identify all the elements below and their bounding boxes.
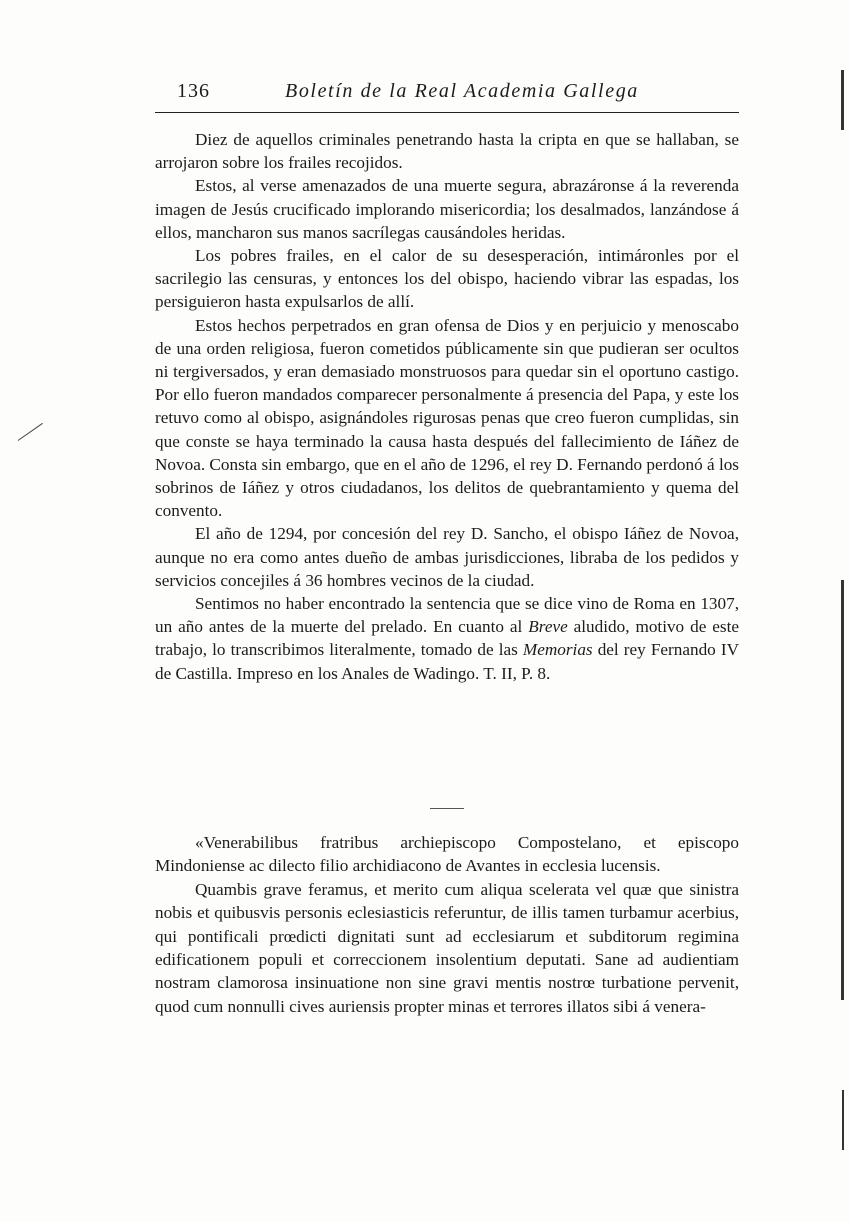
running-title: Boletín de la Real Academia Gallega [285, 80, 639, 102]
paragraph: Diez de aquellos criminales penetrando hasta la cripta en que se hallaban, se arrojaron sobre los frailes recojidos. [155, 130, 739, 173]
running-header [155, 80, 739, 110]
paragraph: Los pobres frailes, en el calor de su desesperación, intimáronles por el sacrilegio las censuras, y entonces los del obispo, haciendo vibrar las espadas, los persiguieron hasta expulsarlos de allí. [155, 246, 739, 312]
scan-edge-artifact [841, 70, 844, 130]
latin-paragraph: «Venerabilibus fratribus archiepiscopo Compostelano, et episcopo Mindoniense ac dilecto filio archidiacono de Avantes in ecclesia lucensis. [155, 833, 739, 876]
latin-document [155, 831, 739, 1018]
italic-breve: Breve [528, 617, 568, 637]
text-run: del rey Fernando IV de Castilla. Impreso en los Anales de Wadingo. T. II, P. 8. [155, 640, 740, 683]
paragraph: Estos, al verse amenazados de una muerte segura, abrazáronse á la reverenda imagen de Jesús crucificado implorando misericordia; los desalmados, lanzándose á ellos, mancharon sus manos sacrílegas causándoles heridas. [155, 176, 739, 242]
scan-edge-artifact [841, 580, 844, 1000]
header-rule [155, 112, 739, 113]
scan-edge-artifact [842, 1090, 844, 1150]
section-separator [430, 808, 464, 809]
article-body [155, 128, 739, 685]
text-run: aludido, motivo de este trabajo, lo transcribimos literalmente, tomado de las [155, 617, 739, 660]
paragraph-last [155, 592, 739, 685]
scan-mark [18, 423, 43, 441]
italic-memorias: Memorias [522, 640, 593, 660]
page-number: 136 [177, 80, 210, 102]
text-run: Sentimos no haber encontrado la sentencia que se dice vino de Roma en 1307, un año antes de la muerte del prelado. En cuanto al [155, 594, 739, 637]
paragraph: El año de 1294, por concesión del rey D. Sancho, el obispo Iáñez de Novoa, aunque no era como antes dueño de ambas jurisdicciones, libraba de los pedidos y servicios concejiles á 36 hombres vecinos de la ciudad. [155, 524, 739, 590]
paragraph: Estos hechos perpetrados en gran ofensa de Dios y en perjuicio y menoscabo de una orden religiosa, fueron cometidos públicamente sin que pudieran ser ocultos ni tergiversados, y eran demasiado monstruosos para quedar sin el oportuno castigo. Por ello fueron mandados comparecer personalmente á presencia del Papa, y este los retuvo como al obispo, asignándoles rigurosas penas que creo fueron cumplidas, sin que conste se haya terminado la causa hasta después del fallecimiento de Iáñez de Novoa. Consta sin embargo, que en el año de 1296, el rey D. Fernando perdonó á los sobrinos de Iáñez y otros ciudadanos, los delitos de quebrantamiento y quema del convento. [155, 315, 739, 521]
latin-paragraph: Quambis grave feramus, et merito cum aliqua scelerata vel quæ que sinistra nobis et quibusvis personis eclesiasticis referuntur, de illis tamen turbamur acerbius, qui pontificali prœdicti dignitati sunt ad ecclesiarum et subditorum regimina edificationem populi et correccionem insolentium deputati. Sane ad audientiam nostram clamorosa insinuatione non sine gravi mentis nostrœ turbatione pervenit, quod cum nonnulli cives auriensis propter minas et terrores illatos sibi á venera- [155, 879, 739, 1016]
